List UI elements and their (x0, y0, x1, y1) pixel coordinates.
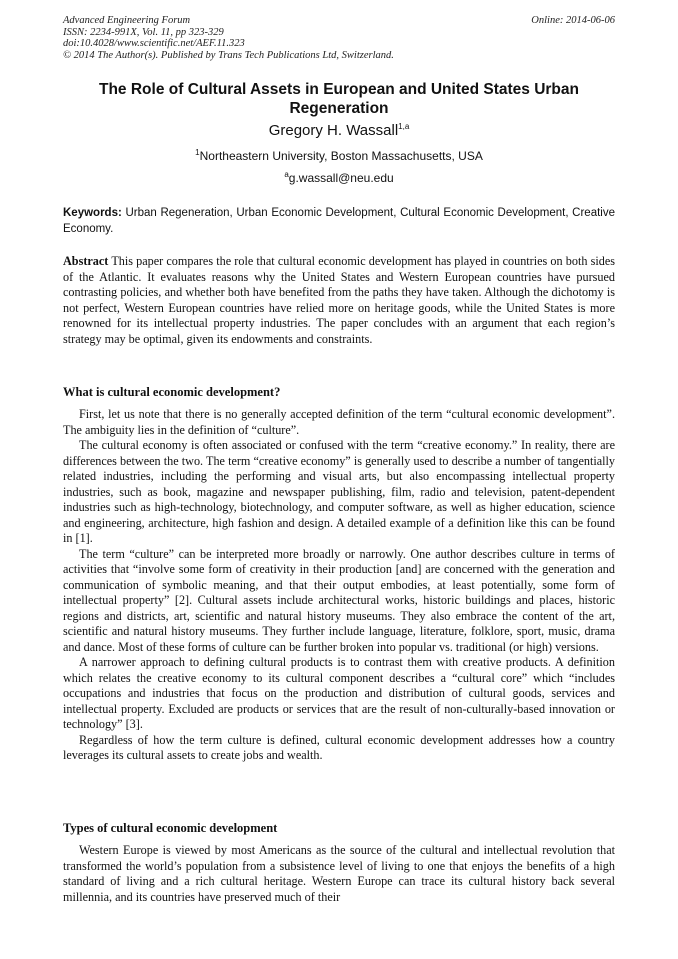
email-text: g.wassall@neu.edu (288, 171, 394, 185)
paragraph: A narrower approach to defining cultural products is to contrast them with creative products. A definition which relates the creative economy to its cultural component describes a “cultural core” which “includes occupations and industries that focus on the production and distribution of cultural goods, services and intellectual property. Excluded are products or services that are the result of non-culturally-based innovation or technology” [3]. (63, 655, 615, 731)
author-email (63, 171, 615, 186)
section-heading: Types of cultural economic development (63, 821, 278, 835)
keywords-label: Keywords: (63, 207, 122, 219)
journal-header (63, 15, 615, 61)
journal-doi: doi:10.4028/www.scientific.net/AEF.11.323 (63, 38, 245, 49)
paragraph: Western Europe is viewed by most Americans as the source of the cultural and intellectual revolution that transformed the world’s population from a subsistence level of living to one that enjoys the benefits of a high standard of living and a rich cultural heritage. Western Europe can trace its cultural history back several millennia, and its countries have preserved much of their (63, 843, 615, 904)
author-name: Gregory H. Wassall (268, 122, 399, 139)
section-types-of-development (63, 821, 615, 905)
abstract-label: Abstract (63, 254, 109, 268)
abstract-text: This paper compares the role that cultural economic development has played in countries on both sides of the Atlantic. It evaluates reasons why the United States and Western European countries have pursued contrasting policies, and whether both have benefited from the paths they have taken. Although the dichotomy is not perfect, Western European countries have relied more on heritage goods, while the United States is more renowned for its intellectual property industries. The paper concludes with an argument that each region’s strategy may be optimal, given its endowments and constraints. (63, 254, 615, 346)
journal-name: Advanced Engineering Forum (63, 15, 191, 26)
affiliation-sup: 1 (195, 148, 200, 157)
paragraph: The cultural economy is often associated or confused with the term “creative economy.” In reality, there are differences between the two. The term “creative economy” is generally used to describe a number of tangentially related industries, including the performing and visual arts, but also encompassing intellectual property industries, such as book, magazine and newspaper publishing, film, radio and television, patent-dependent industries such as high-technology, biotechnology, and computer software, as well as higher education, science and engineering, architecture, high fashion and design. A detailed example of a definition like this can be found in [1]. (63, 438, 615, 545)
affiliation-text: Northeastern University, Boston Massachusetts, USA (199, 149, 483, 163)
section-cultural-economic-development (63, 385, 615, 764)
online-date: Online: 2014-06-06 (531, 15, 615, 26)
keywords-text: Urban Regeneration, Urban Economic Development, Cultural Economic Development, Creative Economy. (63, 207, 615, 235)
author-sup: 1,a (398, 122, 410, 131)
author-line (63, 122, 615, 140)
affiliation (63, 149, 615, 164)
abstract (63, 254, 615, 347)
paragraph: The term “culture” can be interpreted more broadly or narrowly. One author describes culture in terms of activities that “involve some form of creativity in their production [and] are concerned with the generation and communication of symbolic meaning, and that their output embodies, at least potentially, some form of intellectual property” [2]. Cultural assets include architectural works, historic buildings and places, historic regions and districts, art, scientific and natural history museums. They also embrace the content of the art, scientific and natural history museums. They further include language, literature, folklore, sport, music, drama and dance. Most of these forms of culture can be further broken into popular vs. traditional (or high) versions. (63, 546, 615, 654)
paragraph: Regardless of how the term culture is defined, cultural economic development addresses how a country leverages its cultural assets to create jobs and wealth. (63, 732, 615, 762)
email-sup: a (284, 170, 289, 179)
journal-issn: ISSN: 2234-991X, Vol. 11, pp 323-329 (63, 26, 224, 38)
section-heading: What is cultural economic development? (63, 385, 281, 399)
paragraph: First, let us note that there is no generally accepted definition of the term “cultural economic development”. The ambiguity lies in the definition of “culture”. (63, 407, 615, 437)
journal-copyright: © 2014 The Author(s). Published by Trans Tech Publications Ltd, Switzerland. (63, 49, 394, 61)
keywords (63, 205, 615, 237)
paper-title: The Role of Cultural Assets in European and United States Urban Regeneration (99, 81, 579, 117)
